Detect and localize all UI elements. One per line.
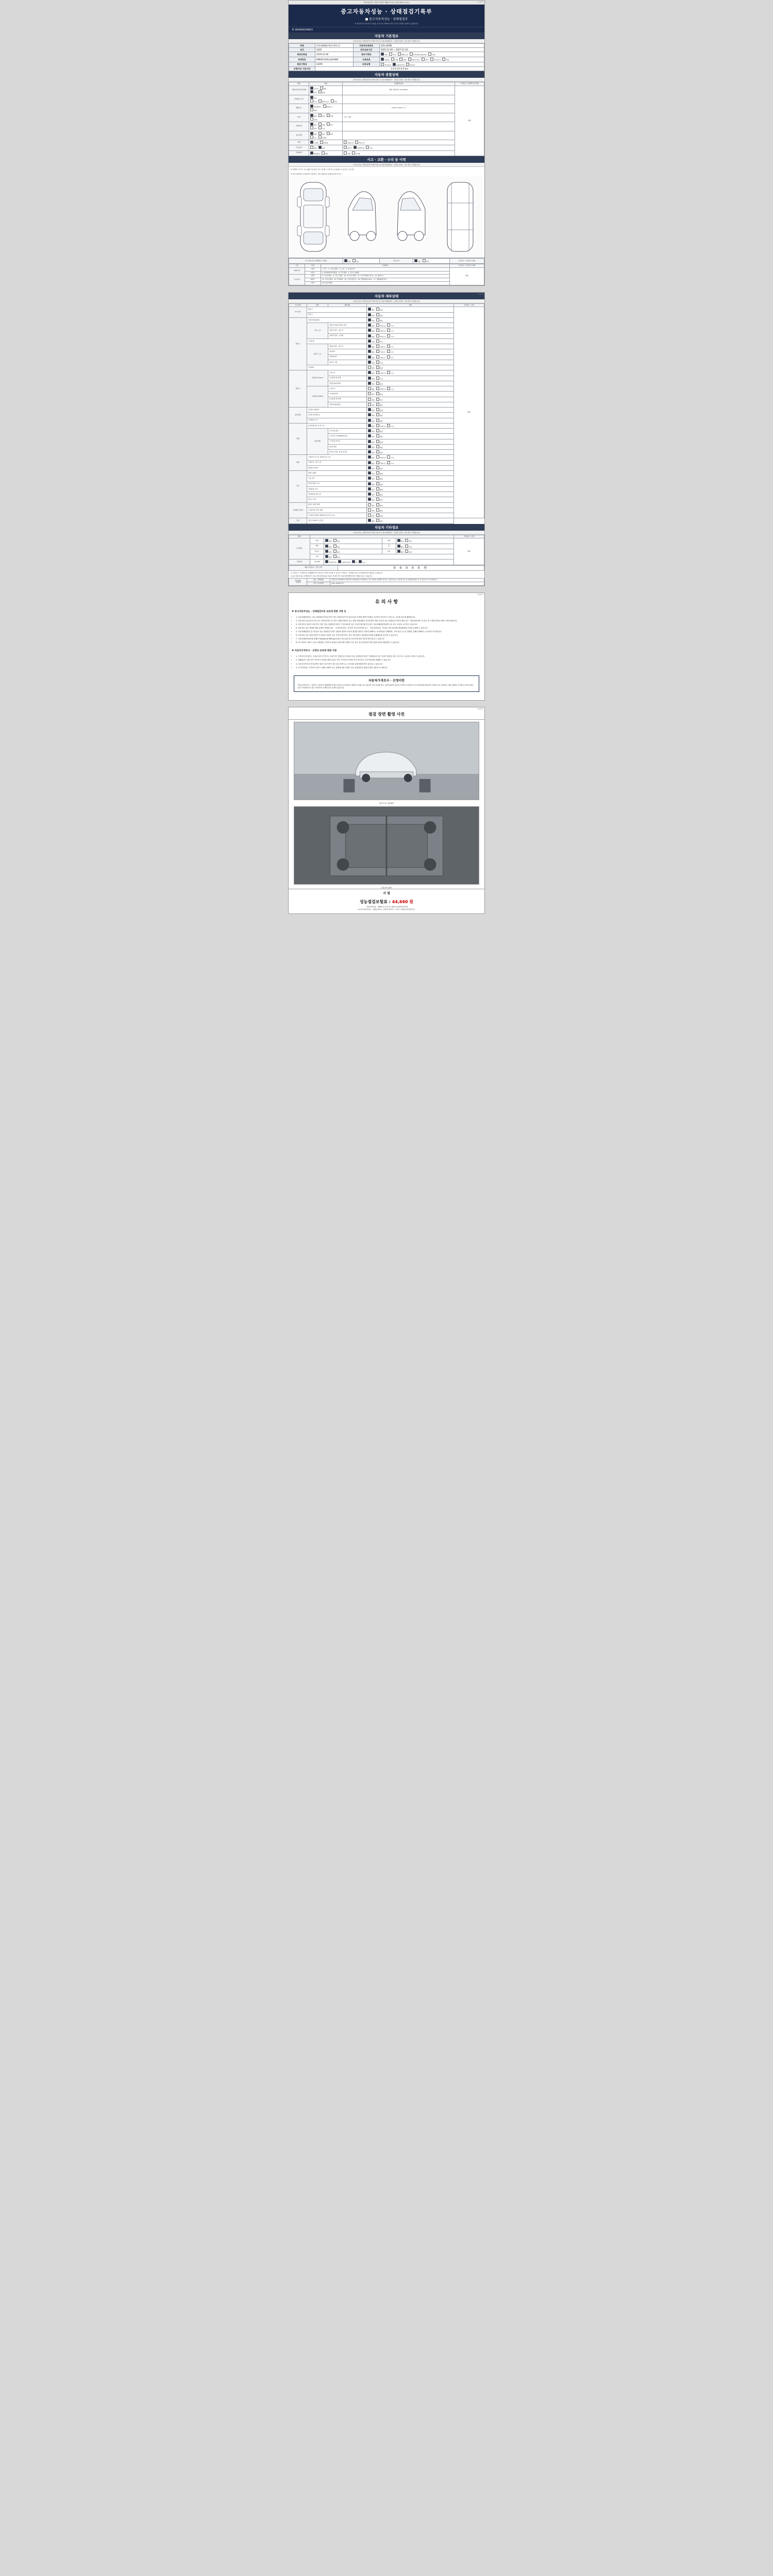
- detail-group-5: 제동: [289, 455, 307, 471]
- overall-row-6-opts[interactable]: 무채색 유채색: [309, 140, 343, 145]
- terms-item-5: • 6. 자동차의 성능·상태 점검자가 점검한 내용과 다른 사실이 확인되는 경우 자동차성능·상태점검자에게 손해배상을 청구할 수 있습니다.: [296, 634, 480, 637]
- detail-item-1-8: 냉각수 수량: [328, 360, 367, 365]
- final-price-note-1: ※ 가격조사 · 산정가격은 실제매매가격 가격기준 가격과 상이할 수 있으며, 가격조사 · 산정일로부터 시간경과에 따라 변동될 수 있습니다.: [291, 572, 383, 574]
- overall-row-1-key: 차대번호 표기: [289, 95, 309, 104]
- detail-item-1-6: 워터펌프: [328, 349, 367, 354]
- detail-group-1: 원동기: [289, 317, 307, 370]
- terms-heading-2: ※ 자동차가격조사 · 산정의 보증에 관한 사항: [292, 650, 337, 653]
- detail-state-7-1[interactable]: 양호 불량: [367, 507, 454, 513]
- document-subtitle: ■ 중고자동차성능 · 상태점검부: [365, 18, 408, 21]
- other-state-0[interactable]: 없음 있음: [324, 538, 382, 544]
- terms2-item-0: • 1. 가격조사·산정자는 사실과 달리 가격 또는 보증기간 이내에 중고자동차 성능·상태점검기록부 기재내용과 다른 사실이 확인된 경우 수리 또는 보상을 요구할 수 있습니다.: [296, 655, 480, 658]
- other-head-3: 가격조사 · 산정: [454, 535, 484, 538]
- overall-row-1-opts[interactable]: 양호 부식 훼손(오손) 상이: [309, 95, 343, 104]
- detail-sub-at: 자동변속기(A/T): [307, 370, 328, 386]
- detail-item-2-6: 작동상태(공회전): [328, 402, 367, 407]
- detail-head-1: 항목: [307, 303, 328, 307]
- detail-state-2-6[interactable]: 양호 불량: [367, 402, 454, 407]
- detail-item-1-5: 실린더 헤드 / 개스킷: [328, 344, 367, 349]
- basic-value-2: 2019-12-00: [315, 52, 354, 57]
- overall-head-1: 내용: [309, 82, 343, 86]
- page-corner-1: (1/4면): [477, 1, 483, 3]
- detail-item-5-1: 브레이크 오일 누유: [307, 460, 367, 465]
- signature-label: 서 명: [289, 889, 484, 897]
- assessor-perf-note: 자동차성능상태점검 상담문의, 저희를(중고차 매매) 등 모든 상담에 응대해드립니다. 공정검사소로 자동차성능 및 상태점검 확인 후 신고하여 주시기 바랍니다.: [330, 579, 484, 582]
- overall-row-2-mid: 0.02% | 7ppm | %: [343, 104, 455, 113]
- detail-item-4-1: 스티어링 펌프: [328, 429, 367, 434]
- parts-rank-1: 2랭크: [305, 271, 321, 275]
- other-right-note: 해당: [454, 538, 484, 565]
- detail-item-7-0: 충전구 절연 상태: [307, 502, 367, 507]
- definition-box-title: 자동차가격조사 · 산정이란: [368, 679, 405, 683]
- terms-title: 유 의 사 항: [375, 599, 398, 605]
- basic-label-1: 연식: [289, 48, 315, 52]
- parts-head-0: 구분: [289, 264, 305, 268]
- overall-row-5-mid: [343, 131, 455, 140]
- other-group-repair: 수리필요: [289, 538, 310, 560]
- sheet-1: [288, 0, 485, 286]
- detail-state-1-6[interactable]: 없음 미세누수 누수: [367, 349, 454, 354]
- section-basic-sub: (자동차성능·상태점검자가 확인사항 및 자동차매매업자 · 산업을 통하는 경우에만 기재합니다): [289, 39, 484, 43]
- overall-row-1-mid: [343, 95, 455, 104]
- overall-row-0-opts[interactable]: 실거리 변조 양호 불량: [309, 86, 343, 95]
- inspection-photo-front: [294, 722, 479, 800]
- other-state-2[interactable]: 없음 있음: [324, 549, 382, 554]
- detail-state-0-1[interactable]: 양호 불량: [367, 312, 454, 317]
- assessor-phone: 1811-6769(긴급): [330, 582, 484, 585]
- detail-head-0: 주요장치: [289, 303, 307, 307]
- overall-row-8-key: 리콜대상: [289, 150, 309, 156]
- overall-row-3-key: 튜닝: [289, 113, 309, 122]
- detail-state-1-9[interactable]: 양호 불량: [367, 365, 454, 370]
- detail-table: [289, 303, 484, 524]
- inspection-photo-underbody: [294, 806, 479, 885]
- detail-state-2-2[interactable]: 양호 불량: [367, 381, 454, 386]
- detail-item-8-0: 연료누설(LP가스포함): [307, 518, 367, 523]
- detail-item-1-7: 라디에이터: [328, 354, 367, 360]
- terms-list-1: [289, 614, 484, 648]
- overall-row-0-key: 주행거리 및 계기상태: [289, 86, 309, 95]
- other-item-2: 타이어: [310, 549, 324, 554]
- overall-row-8-mid[interactable]: 이행 미이행: [343, 150, 455, 156]
- detail-item-5-0: 브레이크 마스터 실린더오일 누유: [307, 455, 367, 460]
- detail-group-4: 조향: [289, 423, 307, 455]
- detail-state-0-0[interactable]: 양호 불량: [367, 307, 454, 312]
- document-subnote: ※ 자동차인도일로부터 1년(走 보증기간 2만km 이내 중 먼저 도래한 것)까지 유효합니다: [355, 23, 418, 25]
- terms-item-3: • 4. 자동차의 성능·상태에 대한 분쟁이 발생할 경우 「소비자기본법」에 따른 한국소비자원 또는 「자동차관리법」에 따른 자동차분쟁조정위원회에 조정을 신청할 수 있습니다.: [296, 627, 480, 630]
- detail-group-8: 연료: [289, 518, 307, 523]
- detail-state-1-8[interactable]: 적정 부족: [367, 360, 454, 365]
- detail-state-5-1[interactable]: 없음 미세누유 누유: [367, 460, 454, 465]
- overall-head-2: 점검항목내용: [343, 82, 455, 86]
- detail-state-1-5[interactable]: 없음 미세누수 누수: [367, 344, 454, 349]
- detail-state-3-0[interactable]: 양호 불량: [367, 408, 454, 413]
- page-corner-3: (3/4면): [477, 593, 483, 596]
- overall-row-4-mid: [343, 122, 455, 131]
- detail-state-5-0[interactable]: 없음 미세누유 누유: [367, 455, 454, 460]
- photo-front-placeholder-icon: [294, 722, 479, 800]
- other-item-1: 광택: [310, 544, 324, 549]
- detail-state-5-2[interactable]: 양호 불량: [367, 465, 454, 470]
- detail-state-6-2[interactable]: 양호 불량: [367, 481, 454, 486]
- other-item-0: 외장: [310, 538, 324, 544]
- photo-caption-1: 차량 리프트 정면 촬영: [379, 802, 394, 804]
- basic-label2-3: 변속기종류: [353, 52, 379, 57]
- detail-head-4: 가격조사 · 산정: [454, 303, 484, 307]
- detail-item-2-3: 오일누유: [328, 386, 367, 392]
- detail-state-3-2[interactable]: 양호 불량: [367, 418, 454, 423]
- detail-state-6-4[interactable]: 양호 불량: [367, 492, 454, 497]
- parts-right-note: 해당: [450, 267, 484, 285]
- other-state-2b[interactable]: 없음 있음: [396, 549, 454, 554]
- detail-state-2-4[interactable]: 양호 불량: [367, 392, 454, 397]
- parts-rank-4: C랭크: [305, 281, 321, 285]
- basic-value-1: 2020: [315, 48, 354, 52]
- detail-item-2-1: 오일유량 및 상태: [328, 376, 367, 381]
- overall-row-3-mid: 구조 / 장치: [343, 113, 455, 122]
- photo-underbody-placeholder-icon: [294, 807, 479, 884]
- odo-value: 0 0 0 0 0 0 0 km: [315, 67, 484, 71]
- overall-row-4-key: 특별이력: [289, 122, 309, 131]
- photos-title: 점검 장면 촬영 사진: [289, 707, 484, 720]
- sheet-4: [288, 707, 485, 914]
- parts-items-4: 18. 플로어패널: [321, 281, 450, 285]
- car-bottom-view-icon: [442, 178, 478, 256]
- detail-item-4-2: 스티어링 기어(MDPS포함): [328, 434, 367, 439]
- detail-group-7: 고전원전기장치: [289, 502, 307, 518]
- car-left-side-icon: [344, 178, 380, 256]
- parts-head-3: 가격조사 · 산정 특기사항: [450, 264, 484, 268]
- other-group-basic: 기본품목: [289, 560, 310, 565]
- other-head-0: 항목: [289, 535, 310, 538]
- section-basic-title: 자동차 기본정보: [289, 32, 484, 39]
- detail-sub-oil: 오일 누유: [307, 323, 328, 339]
- assessor-block-label: 점검업체 · 산정자: [289, 579, 307, 586]
- terms-item-0: • 1. 자동차매매업자는 성능·상태점검기록부(이하 "성능·상태기록부"라 합니다)의 기재에 대하여 내용을 교부하지 아니하고 거짓으로 교부할 경우에 해당합니다.: [296, 616, 480, 619]
- basic-info-table: [289, 43, 484, 71]
- accident-sub-1-l: 단순수리: [380, 258, 413, 263]
- detail-state-1-2[interactable]: 없음 미세누유 누유: [367, 328, 454, 333]
- other-state-3[interactable]: 없음 있음: [324, 554, 454, 560]
- inspection-fee: [289, 897, 484, 906]
- page-corner-4: (4/4면): [477, 707, 483, 710]
- detail-item-1-4: 오일유량: [307, 338, 367, 344]
- overall-head-3: 가격조사 · 산정액 특기사항: [455, 82, 484, 86]
- detail-state-6-5[interactable]: 양호 불량: [367, 497, 454, 502]
- odo-label: 주행거리 기준거리: [289, 67, 315, 71]
- parts-items-1: 5. 쿼터패널(리어펜더) 6. 루프패널 7. 사이드실패널: [321, 271, 450, 275]
- detail-state-6-0[interactable]: 양호 불량: [367, 471, 454, 476]
- detail-state-4-4[interactable]: 양호 불량: [367, 444, 454, 449]
- terms2-item-2: • 3. 자동차가격조사·산정금액은 법정 기준가격이 아닌 참고가격으로 그에 따라 실제 매매가격은 달라질 수 있습니다.: [296, 663, 480, 666]
- section-overall-title: 자동차 종합상태: [289, 71, 484, 78]
- overall-row-2-key: 배출가스: [289, 104, 309, 113]
- parts-rank-3: B랭크: [305, 278, 321, 282]
- detail-item-4-0: 동력조향 작동 오일 누유: [307, 423, 367, 428]
- basic-label2-1: 검사유효기간: [353, 48, 379, 52]
- detail-item-4-5: 타이로드엔드 및 볼 조인트: [328, 450, 367, 455]
- detail-item-7-1: 구동축전지 격리 상태: [307, 507, 367, 513]
- assessor-table: [289, 578, 484, 586]
- terms-heading-1: ※ 중고자동차성능 · 상태점검자의 보증에 관한 사항 등: [292, 610, 346, 613]
- detail-item-6-0: 발전기 출력: [307, 471, 367, 476]
- fuel-options[interactable]: 가솔린 디젤 LPG 하이브리드 전기 수소전기 기타: [379, 57, 484, 62]
- final-price-value: 0 0 0 0 0 원: [338, 565, 484, 571]
- other-table: [289, 535, 484, 565]
- inspection-fee-value: 44,660 원: [392, 899, 414, 904]
- detail-item-3-2: 디퍼렌셜 기어: [307, 418, 367, 423]
- detail-state-4-0[interactable]: 없음 미세누유 누유: [367, 423, 454, 428]
- detail-state-6-1[interactable]: 양호 불량: [367, 476, 454, 481]
- document-page: [0, 0, 773, 920]
- detail-state-7-2[interactable]: 양호 불량: [367, 513, 454, 518]
- detail-item-3-0: 클러치 어셈블리: [307, 408, 367, 413]
- basic-value2-0: 263나8586: [379, 44, 484, 48]
- accident-legend-1: ※ 상태표시 부호 : X (교환), W (판금 또는 용접), C (부식), A (흠집), U (요철), T (손상): [291, 168, 354, 171]
- accident-sub-1-v[interactable]: 없음 있음: [413, 258, 450, 263]
- section-accident-sub: (자동차성능·상태점검자가 확인사항 및 자동차매매업자 · 산업을 통하는 경우에만 기재합니다): [289, 163, 484, 167]
- parts-head-2: 부품명칭: [321, 264, 450, 268]
- basic-label2-0: 자동차등록번호: [353, 44, 379, 48]
- section-overall-sub: (자동차성능·상태점검자가 확인사항 및 자동차매매업자 · 산업을 통하는 경우에만 기재합니다): [289, 78, 484, 82]
- detail-item-7-2: 고전원전기배선 상태(피복,보호기구 등): [307, 513, 367, 518]
- detail-state-4-2[interactable]: 양호 불량: [367, 434, 454, 439]
- overall-row-4-opts[interactable]: 없음 있음 전손침수 도난: [309, 122, 343, 131]
- parts-rank-table: [289, 264, 484, 285]
- other-item-4: 보유상태: [310, 560, 324, 565]
- accident-sub-2-l: 가격조사 · 산정 특기사항: [450, 258, 484, 263]
- detail-state-8-0[interactable]: 없음 있음: [367, 518, 454, 523]
- definition-box: [294, 675, 479, 692]
- section-detail-sub: (자동차성능·상태점검자가 확인사항 및 자동차매매업자 · 산업을 통하는 경우에만 기재합니다): [289, 299, 484, 303]
- terms-item-1: • 2. 자동차인도일로부터 1년 또는 2만킬로미터 중 먼저 도래한 때까지 성능·상태 점검내용을 보증하여야 하며, 자동차 성능·상태점검 사항의 범위 등은 "자동차관리법" 및 같은 법 시행규칙에서 정하는 바에 따릅니다.: [296, 620, 480, 622]
- other-state-0b[interactable]: 없음 있음: [396, 538, 454, 544]
- photo-caption-2: 차량 하부 촬영: [381, 886, 392, 889]
- detail-state-7-0[interactable]: 양호 불량: [367, 502, 454, 507]
- basic-value-3: KMHD741ELLU03480: [315, 57, 354, 62]
- detail-state-4-5[interactable]: 양호 불량: [367, 450, 454, 455]
- basic-label-fuel: 사용연료: [353, 57, 379, 62]
- other-state-1b[interactable]: 없음 있음: [396, 544, 454, 549]
- detail-sub-coolant: 냉각수 누수: [307, 344, 328, 365]
- detail-group-2: 변속기: [289, 370, 307, 408]
- document-header: [289, 5, 484, 27]
- detail-item-4-3: 스티어링 조인트: [328, 439, 367, 444]
- other-item-0b: 내장: [382, 538, 396, 544]
- detail-item-0-1: 변속기: [307, 312, 367, 317]
- parts-group-2: 주요골격: [289, 275, 305, 285]
- detail-state-2-1[interactable]: 적정 부족: [367, 376, 454, 381]
- detail-item-4-4: 파워크랭크: [328, 444, 367, 449]
- overall-table: [289, 82, 484, 156]
- overall-row-5-key: 용도변경: [289, 131, 309, 140]
- other-item-1b: 휠: [382, 544, 396, 549]
- detail-item-6-4: 라디에이터 팬 모터: [307, 492, 367, 497]
- parts-items-0: 1. 후드 2. 프론트펜더 3. 도어 4. 트렁크리드: [321, 267, 450, 271]
- parts-rank-2: A랭크: [305, 275, 321, 278]
- basic-label-2: 최초등록일: [289, 52, 315, 57]
- detail-head-3: 상태: [367, 303, 454, 307]
- detail-state-1-3[interactable]: 없음 미세누유 누유: [367, 333, 454, 338]
- detail-item-3-1: 추진축 및 베어링: [307, 413, 367, 418]
- detail-state-1-7[interactable]: 없음 미세누수 누수: [367, 354, 454, 360]
- detail-item-6-5: 윈도우 모터: [307, 497, 367, 502]
- overall-row-6-mid[interactable]: 전체도색 부분도색: [343, 140, 455, 145]
- detail-item-0-0: 원동기: [307, 307, 367, 312]
- form-legal-note: 자동차관리법 시행규칙 [별지 제82호서식] <개정 2021.1.13.>: [289, 1, 484, 5]
- section-other-sub: (자동차성능·상태점검자가 확인사항 및 자동차매매업자 · 산업을 통하는 경우에만 기재합니다): [289, 531, 484, 535]
- detail-state-1-1[interactable]: 없음 미세누유 누유: [367, 323, 454, 328]
- detail-item-1-3: 실린더 블록 / 오일팬: [328, 333, 367, 338]
- other-state-4[interactable]: 안전삼각대 스페어타이어 잭 공구: [324, 560, 454, 565]
- assessor-perf-label: 성능 · 상태점검: [307, 579, 330, 582]
- detail-state-2-5[interactable]: 적정 부족: [367, 397, 454, 402]
- assessor-price-label: 가격 · 조사산정: [307, 582, 330, 585]
- detail-state-1-4[interactable]: 적정 부족: [367, 338, 454, 344]
- basic-value-0: 아반떼(AD)(개인) (4인승): [315, 44, 354, 48]
- basic-label-warranty: 보증유형: [353, 62, 379, 67]
- overall-row-7-mid[interactable]: 썬루프 내비게이션 기타: [343, 145, 455, 150]
- footer-line-1: 「자동차관리법」 제58조 및 같은 법 시행규칙 제120조에 따라: [365, 905, 408, 908]
- document-id: 제 38266002986호: [289, 27, 484, 32]
- detail-sub-mt: 수동변속기(M/T): [307, 386, 328, 408]
- detail-item-5-2: 배력장치 상태: [307, 465, 367, 470]
- overall-row-0-mid: 현재 주행거리 | 70,323km: [343, 86, 455, 95]
- page-corner-2: (2/4면): [477, 293, 483, 295]
- basic-label-0: 차명: [289, 44, 315, 48]
- basic-value2-1: 2025-12-00 ~ 2027-12-19: [379, 48, 484, 52]
- overall-row-5-opts[interactable]: 없음 있음 렌트리스 영업용: [309, 131, 343, 140]
- detail-state-2-3[interactable]: 없음 미세누유 누유: [367, 386, 454, 392]
- terms-item-7: • 8. 중고자동차 거래 시 성능·상태점검 기록부의 내용과 실제 차량 상태가 다른 경우 성능점검자의 책임 범위 내에서 배상받을 수 있습니다.: [296, 641, 480, 644]
- detail-head-2: 세부내용: [328, 303, 367, 307]
- detail-item-1-0: 작동상태(공회전): [307, 317, 367, 323]
- car-right-side-icon: [393, 178, 429, 256]
- final-price-table: [289, 565, 484, 571]
- detail-item-1-9: 커먼레일: [307, 365, 367, 370]
- other-state-1[interactable]: 없음 있음: [324, 544, 382, 549]
- terms-item-6: • 7. 자동차매매사업조합 홈페이지(www.car365.go.kr)에서 성능점검 및 보증이행 관련 정보를 확인하실 수 있습니다.: [296, 638, 480, 640]
- warranty-options[interactable]: 자가보증 보험사보증 미보증: [379, 62, 484, 67]
- terms-item-2: • 3. 자동차인도일부터 보증기간 이내 "성능·상태점검기록부" 기재 내용과 다른 사실이 확인될 경우에는 자동차매매업자에게 수리 또는 보상을 요구할 수 있습니다.: [296, 623, 480, 626]
- sheet-3: [288, 592, 485, 701]
- parts-items-3: 13. 프론트패널 14. 리어패널 15. 트렁크플로어 16. 필러패널(A,B,C) 17. 대쉬패널(하단): [321, 278, 450, 282]
- inspection-fee-label: 성능점검보험료 :: [359, 899, 391, 904]
- parts-head-1: 부위: [305, 264, 321, 268]
- accident-sub-0-v[interactable]: 없음 있음: [343, 258, 380, 263]
- parts-rank-0: 1랭크: [305, 267, 321, 271]
- detail-sub-steering: 작동상태: [307, 429, 328, 455]
- section-detail-title: 자동차 세부상태: [289, 293, 484, 299]
- overall-row-2-opts[interactable]: 일산화탄소 탄화수소매연: [309, 104, 343, 113]
- detail-state-6-3[interactable]: 양호 불량: [367, 486, 454, 492]
- detail-state-3-1[interactable]: 양호 불량: [367, 413, 454, 418]
- accident-sub-0-l: 사고이력(성능·상태점검 시 확인): [289, 258, 343, 263]
- detail-state-4-1[interactable]: 양호 불량: [367, 429, 454, 434]
- overall-row-7-key: 주요옵션: [289, 145, 309, 150]
- overall-row-6-key: 색상: [289, 140, 309, 145]
- final-price-note-2: ※ 중고자동차성능·상태점검자가 성능·상태 점검내용을 허위로 작성한 경우 자동차관리법에 따른 처벌을 받을 수 있습니다.: [291, 575, 373, 577]
- detail-group-6: 전기: [289, 471, 307, 503]
- definition-box-body: "자동차가격조사 · 산정"은 소비자가 매매계약을 맺기 전에 중고자동차의 객관적 가치를 알고 합리적 가격 산정을 할 수 있게 위하여 자동차 가격조사·산정자가 중고자동차를 확인하여 가격을 조사·산정하는 것을 말하며, 가격조사·산정 결과는 공인 가격정보로서 참고 자료이며 구매에 강요 효력이 없습니다.: [297, 684, 474, 689]
- section-other-title: 자동차 기타정보: [289, 524, 484, 531]
- detail-item-2-5: 오일유량 및 상태: [328, 397, 367, 402]
- transmission-options[interactable]: 자동 수동 세미오토 무단변속기(CVT) 기타: [379, 52, 484, 57]
- final-price-label: 최종 가격조사 · 산정 금액: [289, 565, 338, 571]
- detail-item-2-2: 작동상태(공회전): [328, 381, 367, 386]
- detail-item-6-3: 실내송풍 모터: [307, 486, 367, 492]
- detail-right-note: 해당: [454, 307, 484, 518]
- detail-item-6-1: 시동 모터: [307, 476, 367, 481]
- car-top-view-icon: [295, 178, 331, 256]
- detail-item-2-0: 오일누유: [328, 370, 367, 376]
- overall-row-3-opts[interactable]: 없음 있음 적법불법: [309, 113, 343, 122]
- overall-right-note: 해당: [455, 86, 484, 156]
- overall-row-7-opts[interactable]: 없음 있음: [309, 145, 343, 150]
- basic-label-5: 원동기형식: [289, 62, 315, 67]
- detail-state-1-0[interactable]: 양호 불량: [367, 317, 454, 323]
- parts-items-2: 8. 프론트패널 9. 크로스멤버 10. 인사이드패널 11. 사이드멤버(프론트) 12. 휠하우스: [321, 275, 450, 278]
- terms2-item-3: • 4. 특기사항에는 가격조사·산정 시 해당 차량의 성능·상태에 대한 전체가 성능·상태점검의 범위에 대한 내용을 표시합니다.: [296, 667, 480, 669]
- accident-summary-table: [289, 258, 484, 264]
- sheet-2: [288, 292, 485, 586]
- car-damage-diagram: [289, 176, 484, 258]
- detail-item-1-1: 실린더 커버(로커암) 커버: [328, 323, 367, 328]
- terms-list-2: [289, 653, 484, 672]
- detail-item-2-4: 기어변속장치: [328, 392, 367, 397]
- detail-state-4-3[interactable]: 양호 불량: [367, 439, 454, 444]
- detail-state-2-0[interactable]: 없음 미세누유 누유: [367, 370, 454, 376]
- terms2-item-1: • 2. 매매업자는 매수인이 가격조사·산정을 원하지 않는 경우 가격조사·산정을 하지 아니하고 중고자동차를 판매할 수 있습니다.: [296, 659, 480, 662]
- parts-group-0: 외판부위: [289, 267, 305, 275]
- terms-item-4: • 5. 자동차매매업자 중고자동차 성능·상태점검기록부 내용에 대하여 보증의 범위를 벗어난 사항에 대해서는 보증책임이 면제되며, 고의·과실 등으로 발생한 손해에 대해서는 보증하지 아니합니다.: [296, 631, 480, 633]
- detail-item-1-2: 실린더 헤드 / 개스킷: [328, 328, 367, 333]
- basic-value-5: G4FM: [315, 62, 354, 67]
- detail-group-0: 자기진단: [289, 307, 307, 318]
- document-title: 중고자동차성능 · 상태점검기록부: [341, 8, 432, 15]
- other-item-3: 기타: [310, 554, 324, 560]
- overall-row-8-opts[interactable]: 해당없음 해당: [309, 150, 343, 156]
- other-item-2b: 유리: [382, 549, 396, 554]
- basic-label-3: 차대번호: [289, 57, 315, 62]
- footer-line-2: [1] 중고자동차성능 · 상태를 점검, [ ] 자동차가격조사 · 산정 } 하였음을 확인합니다.: [358, 908, 415, 910]
- detail-item-6-2: 와이퍼 없이 기능: [307, 481, 367, 486]
- overall-head-0: 항목: [289, 82, 309, 86]
- section-accident-title: 사고 · 교환 · 수리 등 이력: [289, 156, 484, 163]
- accident-legend-2: ※ 하단 달력에도 동일하게 기준하며, 기타 차량특성 상태에 준하여 표시: [291, 173, 342, 175]
- detail-group-3: 동력전달: [289, 408, 307, 423]
